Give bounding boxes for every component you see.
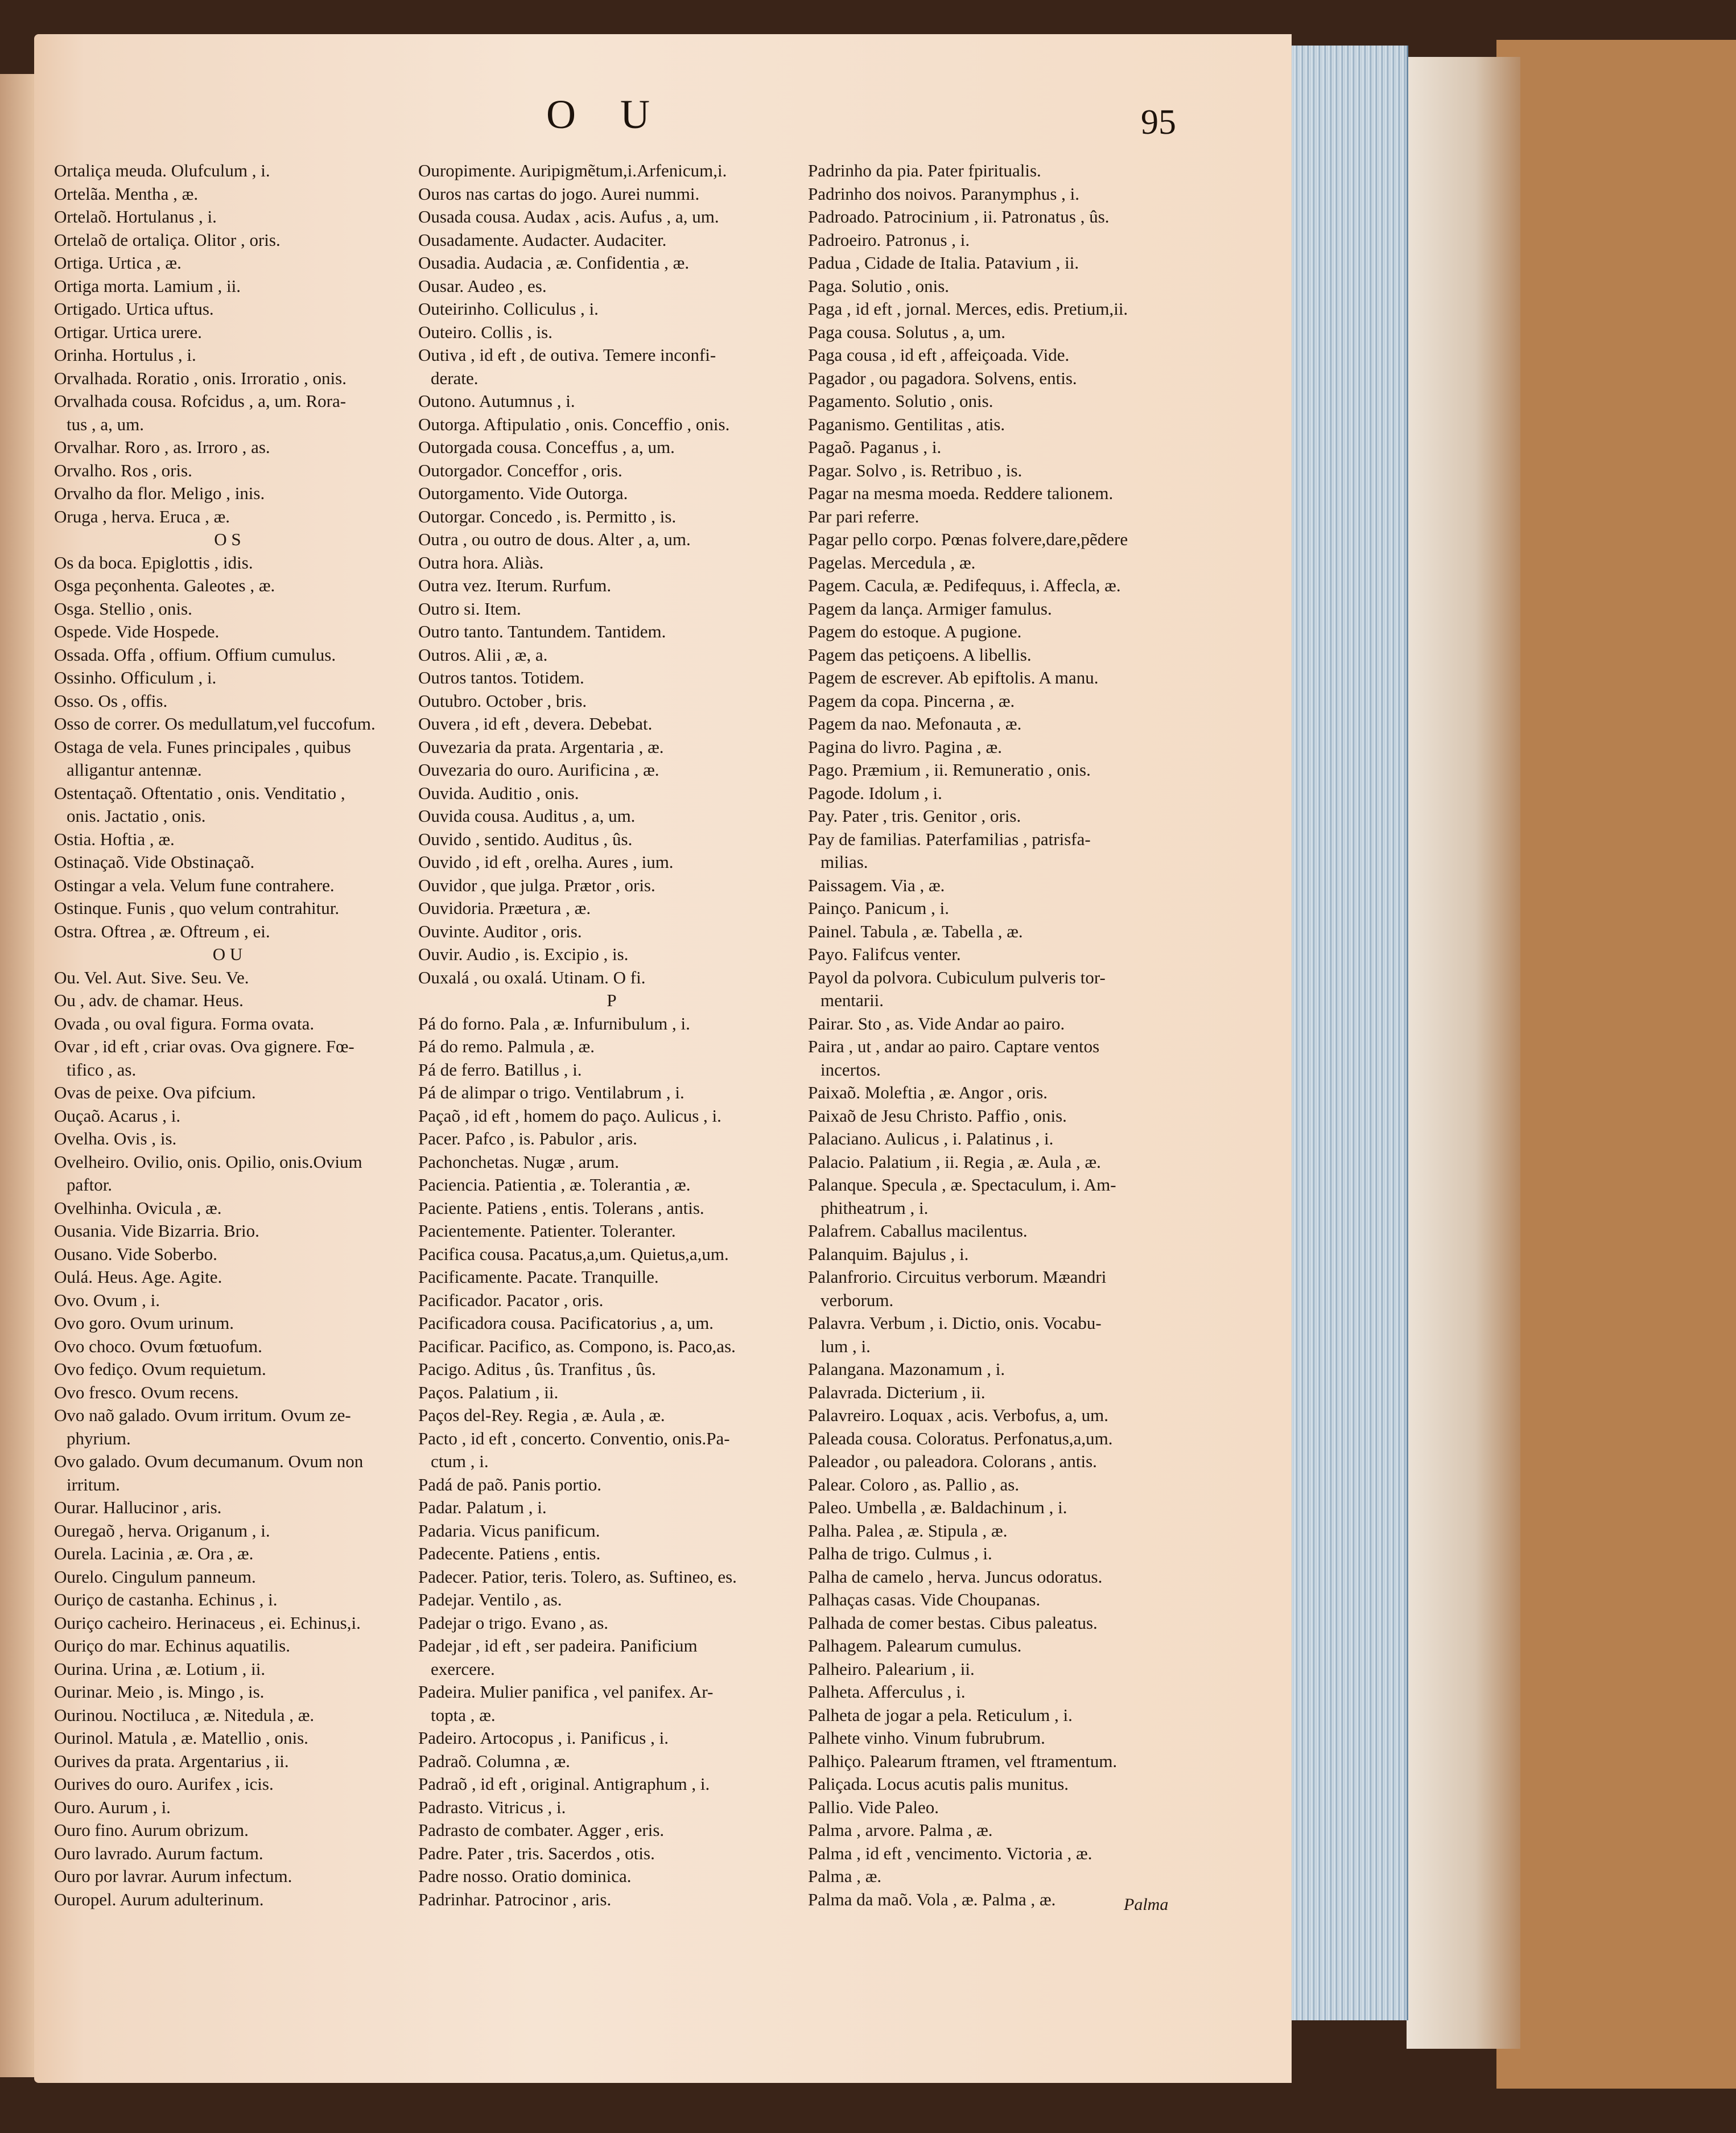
entry-line: Pacer. Pafco , is. Pabulor , aris. [418,1129,637,1148]
entry-line: Ouvezaria do ouro. Aurificina , æ. [418,760,659,780]
entry-line: Ourina. Urina , æ. Lotium , ii. [54,1658,266,1679]
entry-line: Palaciano. Aulicus , i. Palatinus , i. [808,1129,1054,1148]
entry-line: Par pari referre. [808,506,919,526]
entry-line: irritum. [67,1474,120,1494]
entry-line: Palhete vinho. Vinum fubrubrum. [808,1728,1045,1748]
entry-line: Palheta. Afferculus , i. [808,1682,966,1702]
entry-line: Ouriço cacheiro. Herinaceus , ei. Echinus,i. [54,1612,361,1633]
entry-line: Paganismo. Gentilitas , atis. [808,414,1005,434]
entry-line: Outono. Autumnus , i. [418,391,575,411]
entry-line: alligantur antennæ. [67,760,202,780]
entry-line: Padraõ , id eft , original. Antigraphum , i. [418,1774,710,1794]
entry-line: Pagar. Solvo , is. Retribuo , is. [808,460,1022,480]
entry-line: Ostinque. Funis , quo velum contrahitur. [54,898,340,918]
entry-line: Paixaõ de Jesu Christo. Paffio , onis. [808,1105,1067,1126]
entry-line: Pagem de escrever. Ab epiftolis. A manu. [808,668,1099,687]
entry-line: tifico , as. [67,1059,137,1080]
entry-line: Ou , adv. de chamar. Heus. [54,990,244,1010]
entry-line: Padroeiro. Patronus , i. [808,229,970,250]
entry-line: Oulá. Heus. Age. Agite. [54,1267,222,1287]
entry-line: Ouros nas cartas do jogo. Aurei nummi. [418,183,700,204]
entry-line: Paços del-Rey. Regia , æ. Aula , æ. [418,1405,665,1425]
entry-line: Pagar na mesma moeda. Reddere talionem. [808,483,1114,503]
entry-line: Ortaliça meuda. Olufculum , i. [54,160,270,180]
entry-line: Orvalhada cousa. Rofcidus , a, um. Rora- [54,391,347,411]
entry-line: verborum. [820,1290,894,1310]
entry-line: Palafrem. Caballus macilentus. [808,1221,1028,1241]
endpaper [1407,57,1520,2049]
entry-line: Paciencia. Patientia , æ. Tolerantia , æ. [418,1175,691,1195]
entry-line: Palavra. Verbum , i. Dictio, onis. Vocabu- [808,1313,1102,1333]
column-middle [418,159,805,1911]
entry-line: Palhada de comer bestas. Cibus paleatus. [808,1612,1098,1633]
entry-line: Ouvida. Auditio , onis. [418,783,579,803]
entry-line: Palma , arvore. Palma , æ. [808,1820,993,1840]
entry-line: ctum , i. [431,1451,489,1471]
entry-line: Pay de familias. Paterfamilias , patrisfa- [808,829,1091,849]
entry-line: Paliçada. Locus acutis palis munitus. [808,1774,1069,1794]
entry-line: Pallio. Vide Paleo. [808,1797,939,1817]
entry-line: Padrinho da pia. Pater fpiritualis. [808,160,1041,180]
entry-line: Palavrada. Dicterium , ii. [808,1382,985,1402]
entry-line: Palear. Coloro , as. Pallio , as. [808,1474,1020,1494]
entry-line: Ovelheiro. Ovilio, onis. Opilio, onis.Ovium [54,1151,362,1172]
entry-line: Ortigado. Urtica uftus. [54,299,214,319]
entry-line: Padejar o trigo. Evano , as. [418,1612,609,1633]
entry-line: Ortiga morta. Lamium , ii. [54,275,241,296]
entry-line: Outros. Alii , æ, a. [418,644,548,665]
entry-line: Pá de alimpar o trigo. Ventilabrum , i. [418,1082,684,1102]
entry-line: Padecer. Patior, teris. Tolero, as. Suftineo, es. [418,1566,737,1587]
entry-line: Palangana. Mazonamum , i. [808,1359,1005,1379]
running-head: O U [546,92,667,137]
entry-line: Ourives da prata. Argentarius , ii. [54,1751,289,1771]
entry-line: Ostentaçaõ. Oftentatio , onis. Venditatio , [54,783,345,803]
entry-line: Padre nosso. Oratio dominica. [418,1866,632,1886]
entry-line: Ortelãa. Mentha , æ. [54,183,199,204]
entry-line: Pacificar. Pacifico, as. Compono, is. Paco,as. [418,1336,736,1356]
entry-line: Outorgada cousa. Conceffus , a, um. [418,437,675,457]
entry-line: Padre. Pater , tris. Sacerdos , otis. [418,1843,655,1863]
entry-line: Outro si. Item. [418,598,521,619]
entry-line: Ourar. Hallucinor , aris. [54,1497,222,1517]
entry-line: Pagem do estoque. A pugione. [808,621,1022,641]
entry-line: Outorgador. Conceffor , oris. [418,460,622,480]
entry-line: Paleo. Umbella , æ. Baldachinum , i. [808,1497,1067,1517]
entry-line: Padejar , id eft , ser padeira. Panificium [418,1636,698,1656]
entry-line: Ousadia. Audacia , æ. Confidentia , æ. [418,253,690,273]
entry-line: Padá de paõ. Panis portio. [418,1474,602,1494]
entry-line: Palhagem. Palearum cumulus. [808,1636,1022,1656]
entry-line: Padraõ. Columna , æ. [418,1751,570,1771]
entry-line: Ourela. Lacinia , æ. Ora , æ. [54,1543,254,1563]
entry-line: Paixaõ. Moleftia , æ. Angor , oris. [808,1082,1048,1102]
entry-line: Pagaõ. Paganus , i. [808,437,942,457]
entry-line: topta , æ. [431,1704,496,1725]
entry-line: Ostra. Oftrea , æ. Oftreum , ei. [54,921,270,941]
entry-line: Outeirinho. Colliculus , i. [418,299,599,319]
entry-line: Pagar pello corpo. Pœnas folvere,dare,pẽdere [808,529,1128,549]
entry-line: Orvalho. Ros , oris. [54,460,192,480]
entry-line: Padua , Cidade de Italia. Patavium , ii. [808,253,1079,273]
entry-line: Padeiro. Artocopus , i. Panificus , i. [418,1728,669,1748]
entry-line: Payo. Falifcus venter. [808,944,961,964]
entry-line: Padejar. Ventilo , as. [418,1590,562,1609]
entry-line: Padroado. Patrocinium , ii. Patronatus , ûs. [808,207,1110,227]
entry-line: Orvalho da flor. Meligo , inis. [54,483,265,503]
entry-line: Pagamento. Solutio , onis. [808,391,993,411]
entry-line: Outorgar. Concedo , is. Permitto , is. [418,506,677,526]
entry-line: Paços. Palatium , ii. [418,1382,559,1402]
entry-line: Palanque. Specula , æ. Spectaculum, i. Am- [808,1175,1116,1195]
entry-line: Ouregaõ , herva. Origanum , i. [54,1520,270,1541]
entry-line: Palma da maõ. Vola , æ. Palma , æ. [808,1889,1056,1909]
entry-line: Outubro. October , bris. [418,690,587,711]
entry-line: Pacto , id eft , concerto. Conventio, onis.Pa- [418,1428,730,1448]
entry-line: Outorga. Aftipulatio , onis. Conceffio , onis. [418,414,730,434]
entry-line: Ostinaçaõ. Vide Obstinaçaõ. [54,852,255,872]
entry-line: Ouro lavrado. Aurum factum. [54,1843,263,1863]
entry-line: O U [212,944,243,964]
entry-line: Outra vez. Iterum. Rurfum. [418,575,612,595]
entry-line: Ourinou. Noctiluca , æ. Nitedula , æ. [54,1704,315,1725]
entry-line: Painço. Panicum , i. [808,898,949,918]
entry-line: Pacificador. Pacator , oris. [418,1290,604,1310]
entry-line: Pacifica cousa. Pacatus,a,um. Quietus,a,um. [418,1243,729,1264]
entry-line: Padaria. Vicus panificum. [418,1520,600,1541]
entry-line: Outorgamento. Vide Outorga. [418,483,628,503]
entry-line: Ouropimente. Auripigmẽtum,i.Arfenicum,i. [418,160,727,180]
entry-line: lum , i. [820,1336,871,1356]
entry-line: Pagode. Idolum , i. [808,783,942,803]
entry-line: milias. [820,852,868,872]
entry-line: Palanfrorio. Circuitus verborum. Mæandri [808,1267,1107,1287]
entry-line: Painel. Tabula , æ. Tabella , æ. [808,921,1023,941]
entry-line: Paleador , ou paleadora. Colorans , antis. [808,1451,1097,1471]
entry-line: Palheta de jogar a pela. Reticulum , i. [808,1704,1073,1725]
entry-line: onis. Jactatio , onis. [67,806,206,826]
entry-line: Ossinho. Officulum , i. [54,668,217,687]
entry-line: Palheiro. Palearium , ii. [808,1658,975,1679]
entry-line: Ouvidoria. Præetura , æ. [418,898,591,918]
entry-line: Padrasto. Vitricus , i. [418,1797,566,1817]
entry-line: Ousano. Vide Soberbo. [54,1243,217,1264]
entry-line: Ouriço de castanha. Echinus , i. [54,1590,278,1609]
entry-line: Ovelha. Ovis , is. [54,1129,177,1148]
entry-line: Ovo fediço. Ovum requietum. [54,1359,266,1379]
entry-line: Palhaças casas. Vide Choupanas. [808,1590,1041,1609]
entry-line: Paga. Solutio , onis. [808,275,950,296]
entry-line: Ou. Vel. Aut. Sive. Seu. Ve. [54,967,249,987]
entry-line: Palacio. Palatium , ii. Regia , æ. Aula , æ. [808,1151,1101,1172]
entry-line: Ovas de peixe. Ova pifcium. [54,1082,256,1102]
entry-line: exercere. [431,1658,495,1679]
entry-line: Paga , id eft , jornal. Merces, edis. Pretium,ii. [808,299,1128,319]
entry-line: Pagem da copa. Pincerna , æ. [808,690,1015,711]
entry-line: Pagem da nao. Mefonauta , æ. [808,714,1022,734]
entry-line: Palavreiro. Loquax , acis. Verbofus, a, um. [808,1405,1109,1425]
entry-line: Outra , ou outro de dous. Alter , a, um. [418,529,691,549]
entry-line: Payol da polvora. Cubiculum pulveris tor- [808,967,1106,987]
entry-line: Pá de ferro. Batillus , i. [418,1059,582,1080]
entry-line: Pairar. Sto , as. Vide Andar ao pairo. [808,1013,1065,1033]
entry-line: Padeira. Mulier panifica , vel panifex. Ar- [418,1682,714,1702]
entry-line: mentarii. [820,990,884,1010]
entry-line: Ostia. Hoftia , æ. [54,829,175,849]
back-cover-board [1496,40,1736,2089]
entry-line: Pago. Præmium , ii. Remuneratio , onis. [808,760,1091,780]
entry-line: Ossada. Offa , offium. Offium cumulus. [54,644,336,665]
entry-line: Ourives do ouro. Aurifex , icis. [54,1774,274,1794]
entry-line: Palha. Palea , æ. Stipula , æ. [808,1520,1008,1541]
page-number: 95 [1141,103,1176,142]
entry-line: Ouxalá , ou oxalá. Utinam. O fi. [418,967,646,987]
entry-line: Paissagem. Via , æ. [808,875,945,895]
entry-line: Ovelhinha. Ovicula , æ. [54,1197,222,1218]
entry-line: Ousadamente. Audacter. Audaciter. [418,229,667,250]
entry-line: Orvalhar. Roro , as. Irroro , as. [54,437,270,457]
entry-line: phyrium. [67,1428,131,1448]
entry-line: Os da boca. Epiglottis , idis. [54,552,253,573]
entry-line: Pagem da lança. Armiger famulus. [808,598,1052,619]
entry-line: Padecente. Patiens , entis. [418,1543,601,1563]
entry-line: Ortigar. Urtica urere. [54,322,202,342]
entry-line: Ouro por lavrar. Aurum infectum. [54,1866,292,1886]
entry-line: tus , a, um. [67,414,145,434]
entry-line: Palha de trigo. Culmus , i. [808,1543,992,1563]
entry-line: Palhiço. Palearum ftramen, vel ftramentum. [808,1751,1118,1771]
entry-line: P [607,990,617,1010]
entry-line: Pay. Pater , tris. Genitor , oris. [808,806,1021,826]
entry-line: Osso. Os , offis. [54,690,168,711]
entry-line: Pacificadora cousa. Pacificatorius , a, um. [418,1313,714,1333]
entry-line: Ortiga. Urtica , æ. [54,253,182,273]
entry-line: Ovo naõ galado. Ovum irritum. Ovum ze- [54,1405,351,1425]
entry-line: Oruga , herva. Eruca , æ. [54,506,230,526]
entry-line: Ouvidor , que julga. Prætor , oris. [418,875,655,895]
entry-line: Pagina do livro. Pagina , æ. [808,736,1002,757]
entry-line: Padrinho dos noivos. Paranymphus , i. [808,183,1080,204]
entry-line: Paleada cousa. Coloratus. Perfonatus,a,um. [808,1428,1113,1448]
entry-line: Paçaõ , id eft , homem do paço. Aulicus , i. [418,1105,721,1126]
entry-line: Ouro. Aurum , i. [54,1797,171,1817]
entry-line: Ovo. Ovum , i. [54,1290,160,1310]
entry-line: Pagelas. Mercedula , æ. [808,552,976,573]
entry-line: incertos. [820,1059,881,1080]
entry-line: Ousada cousa. Audax , acis. Aufus , a, um. [418,207,719,227]
entry-line: Ovo fresco. Ovum recens. [54,1382,239,1402]
entry-line: Ovada , ou oval figura. Forma ovata. [54,1013,315,1033]
entry-line: Palanquim. Bajulus , i. [808,1243,969,1264]
entry-line: Outro tanto. Tantundem. Tantidem. [418,621,666,641]
entry-line: Ospede. Vide Hospede. [54,621,220,641]
entry-line: Osga peçonhenta. Galeotes , æ. [54,575,275,595]
entry-line: Paga cousa. Solutus , a, um. [808,322,1005,342]
entry-line: Ourinol. Matula , æ. Matellio , onis. [54,1728,308,1748]
entry-line: Pachonchetas. Nugæ , arum. [418,1151,619,1172]
entry-line: Ouçaõ. Acarus , i. [54,1105,181,1126]
entry-line: Orvalhada. Roratio , onis. Irroratio , onis. [54,368,347,388]
entry-line: Ortelaõ. Hortulanus , i. [54,207,217,227]
entry-line: Ouvinte. Auditor , oris. [418,921,582,941]
entry-line: Outra hora. Aliàs. [418,552,544,573]
entry-line: Ovo galado. Ovum decumanum. Ovum non [54,1451,364,1471]
entry-line: Palha de camelo , herva. Juncus odoratus. [808,1566,1103,1587]
entry-line: Ouvera , id eft , devera. Debebat. [418,714,653,734]
entry-line: Osso de correr. Os medullatum,vel fuccofum. [54,714,376,734]
entry-line: Orinha. Hortulus , i. [54,345,196,365]
entry-line: Palma , æ. [808,1866,882,1886]
entry-line: phitheatrum , i. [820,1197,929,1218]
entry-line: Paga cousa , id eft , affeiçoada. Vide. [808,345,1070,365]
entry-line: Ovo choco. Ovum fœtuofum. [54,1336,262,1356]
column-right [808,159,1201,1911]
entry-line: Ovo goro. Ovum urinum. [54,1313,234,1333]
entry-line: Paciente. Patiens , entis. Tolerans , antis. [418,1197,704,1218]
entry-line: Padrinhar. Patrocinor , aris. [418,1889,612,1909]
entry-line: Pacificamente. Pacate. Tranquille. [418,1267,659,1287]
entry-line: Ostingar a vela. Velum fune contrahere. [54,875,335,895]
entry-line: Palma , id eft , vencimento. Victoria , æ. [808,1843,1092,1863]
entry-line: Ourelo. Cingulum panneum. [54,1566,256,1587]
entry-line: Pá do remo. Palmula , æ. [418,1036,595,1056]
entry-line: Pagem das petiçoens. A libellis. [808,644,1032,665]
entry-line: Ortelaõ de ortaliça. Olitor , oris. [54,229,281,250]
entry-line: Ouropel. Aurum adulterinum. [54,1889,264,1909]
entry-line: derate. [431,368,479,388]
entry-line: Paira , ut , andar ao pairo. Captare ventos [808,1036,1100,1056]
entry-line: Ourinar. Meio , is. Mingo , is. [54,1682,265,1702]
entry-line: Ouvezaria da prata. Argentaria , æ. [418,736,664,757]
entry-line: Ouvido , sentido. Auditus , ûs. [418,829,633,849]
catchword: Palma [1124,1895,1169,1914]
page-edges [1287,46,1408,2020]
entry-line: Ouvida cousa. Auditus , a, um. [418,806,636,826]
entry-line: Pagem. Cacula, æ. Pedifequus, i. Affecla, æ. [808,575,1121,595]
entry-line: Ouro fino. Aurum obrizum. [54,1820,249,1840]
entry-line: Osga. Stellio , onis. [54,598,192,619]
entry-line: Ovar , id eft , criar ovas. Ova gignere. Fœ- [54,1036,354,1056]
entry-line: Ousania. Vide Bizarria. Brio. [54,1221,259,1241]
entry-line: Ouvido , id eft , orelha. Aures , ium. [418,852,674,872]
entry-line: Padar. Palatum , i. [418,1497,547,1517]
entry-line: paftor. [67,1175,113,1195]
entry-line: Outros tantos. Totidem. [418,668,584,687]
entry-line: Ostaga de vela. Funes principales , quibus [54,736,351,757]
entry-line: Pá do forno. Pala , æ. Infurnibulum , i. [418,1013,690,1033]
entry-line: Pacientemente. Patienter. Toleranter. [418,1221,676,1241]
entry-line: Ouriço do mar. Echinus aquatilis. [54,1636,290,1656]
entry-line: Pagador , ou pagadora. Solvens, entis. [808,368,1077,388]
entry-line: O S [214,529,241,549]
entry-line: Outeiro. Collis , is. [418,322,552,342]
entry-line: Ousar. Audeo , es. [418,275,547,296]
entry-line: Outiva , id eft , de outiva. Temere inconfi- [418,345,716,365]
entry-line: Ouvir. Audio , is. Excipio , is. [418,944,629,964]
entry-line: Pacigo. Aditus , ûs. Tranfitus , ûs. [418,1359,656,1379]
entry-line: Padrasto de combater. Agger , eris. [418,1820,665,1840]
column-left [54,159,401,1911]
